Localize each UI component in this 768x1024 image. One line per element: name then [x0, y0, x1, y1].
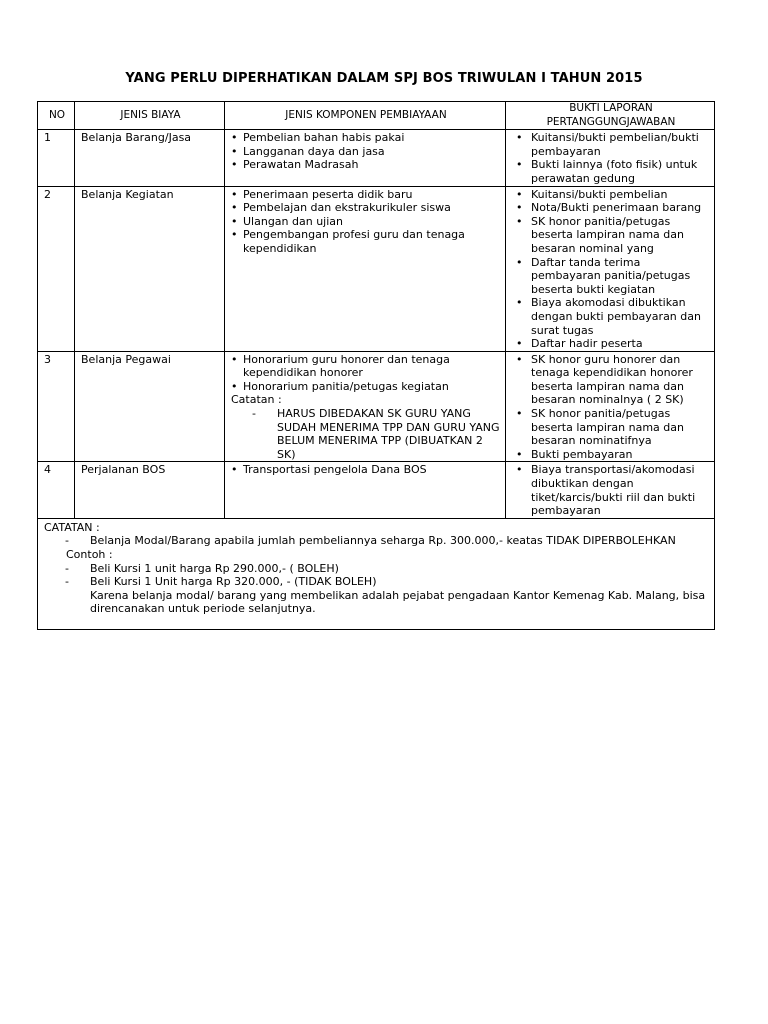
- header-bukti-line1: BUKTI LAPORAN: [569, 102, 653, 114]
- list-item: • Honorarium panitia/petugas kegiatan: [231, 379, 449, 393]
- row-komponen: [225, 351, 506, 462]
- list-item: • Pembelian bahan habis pakai: [231, 131, 405, 145]
- row-bukti: [506, 351, 715, 462]
- dash-marker: -: [252, 407, 256, 421]
- list-item: • Honorarium guru honorer dan tenaga kependidikan honorer: [231, 352, 450, 380]
- dash-marker: -: [65, 534, 69, 548]
- list-item: • Kuitansi/bukti pembelian/bukti pembayaran: [516, 131, 699, 158]
- dash-marker: -: [65, 561, 69, 575]
- list-item: • SK honor panitia/petugas beserta lampiran nama dan besaran nominatifnya: [516, 407, 684, 448]
- list-item: • Pengembangan profesi guru dan tenaga kependidikan: [231, 228, 465, 255]
- list-item: • Perawatan Madrasah: [231, 158, 359, 172]
- bullet-icon: •: [516, 214, 523, 228]
- row-komponen: [225, 130, 506, 186]
- row-jenis: Perjalanan BOS: [75, 462, 225, 518]
- header-no: NO: [38, 102, 75, 130]
- header-komponen: JENIS KOMPONEN PEMBIAYAAN: [225, 102, 506, 130]
- notes-example-1: Beli Kursi 1 unit harga Rp 290.000,- ( BOLEH): [90, 561, 339, 575]
- list-item: • SK honor panitia/petugas beserta lampiran nama dan besaran nominal yang: [516, 214, 684, 255]
- header-jenis-biaya: JENIS BIAYA: [75, 102, 225, 130]
- bullet-icon: •: [516, 131, 523, 145]
- row-jenis: Belanja Kegiatan: [75, 186, 225, 351]
- table-row: [38, 351, 715, 462]
- list-item: • Langganan daya dan jasa: [231, 144, 385, 158]
- row-komponen: [225, 186, 506, 351]
- bullet-icon: •: [231, 187, 238, 201]
- list-item: • Ulangan dan ujian: [231, 214, 343, 228]
- notes-closing: Karena belanja modal/ barang yang membelikan adalah pejabat pengadaan Kantor Kemenag Kab. Malang, bisa direncanakan untuk periode selanjutnya.: [90, 588, 706, 616]
- bullet-icon: •: [516, 447, 523, 461]
- bullet-icon: •: [231, 131, 238, 145]
- catatan-item: [231, 407, 501, 461]
- notes-item: [44, 534, 708, 548]
- table-header-row: [38, 102, 715, 130]
- table-row: [38, 186, 715, 351]
- bullet-icon: •: [516, 158, 523, 172]
- list-item: • SK honor guru honorer dan tenaga kependidikan honorer beserta lampiran nama dan besaran nominalnya ( 2 SK): [516, 352, 693, 407]
- bullet-icon: •: [516, 463, 523, 477]
- bullet-icon: •: [231, 379, 238, 393]
- row-jenis: Belanja Barang/Jasa: [75, 130, 225, 186]
- header-bukti-line2: PERTANGGUNGJAWABAN: [546, 115, 676, 128]
- list-item: • Biaya transportasi/akomodasi dibuktikan dengan tiket/karcis/bukti riil dan bukti pembayaran: [516, 463, 696, 518]
- list-item: • Biaya akomodasi dibuktikan dengan bukti pembayaran dan surat tugas: [516, 296, 701, 337]
- list-item: • Nota/Bukti penerimaan barang: [516, 201, 702, 215]
- notes-label: CATATAN :: [44, 520, 100, 534]
- list-item: • Daftar tanda terima pembayaran panitia/petugas beserta bukti kegiatan: [516, 255, 691, 296]
- list-item: • Penerimaan peserta didik baru: [231, 187, 413, 201]
- list-item: • Daftar hadir peserta: [516, 337, 643, 351]
- bullet-icon: •: [231, 463, 238, 477]
- list-item: • Transportasi pengelola Dana BOS: [231, 463, 427, 477]
- bullet-icon: •: [231, 214, 238, 228]
- catatan-label: Catatan :: [231, 393, 282, 407]
- dash-marker: -: [65, 575, 69, 589]
- list-item: • Pembelajan dan ekstrakurikuler siswa: [231, 201, 451, 215]
- row-komponen: [225, 462, 506, 518]
- notes-contoh: Contoh :: [66, 548, 113, 561]
- row-jenis: Belanja Pegawai: [75, 351, 225, 462]
- list-item: • Kuitansi/bukti pembelian: [516, 187, 668, 201]
- catatan-text: HARUS DIBEDAKAN SK GURU YANG SUDAH MENERIMA TPP DAN GURU YANG BELUM MENERIMA TPP (DIBUATKAN 2 SK): [277, 407, 500, 461]
- table-row: [38, 130, 715, 186]
- notes-example-2: Beli Kursi 1 Unit harga Rp 320.000, - (TIDAK BOLEH): [90, 575, 377, 589]
- notes-cell: [38, 518, 715, 629]
- bullet-icon: •: [516, 337, 523, 351]
- list-item: • Bukti lainnya (foto fisik) untuk perawatan gedung: [516, 158, 698, 185]
- list-item: • Bukti pembayaran: [516, 447, 633, 461]
- notes-example: [44, 562, 708, 576]
- bullet-icon: •: [516, 407, 523, 421]
- bullet-icon: •: [231, 158, 238, 172]
- table-row: [38, 462, 715, 518]
- bullet-icon: •: [231, 144, 238, 158]
- row-no: 4: [38, 462, 75, 518]
- header-bukti: [506, 102, 715, 130]
- row-bukti: [506, 130, 715, 186]
- spj-table: [37, 101, 715, 630]
- bullet-icon: •: [516, 352, 523, 366]
- notes-example: [44, 575, 708, 589]
- bullet-icon: •: [516, 255, 523, 269]
- row-bukti: [506, 186, 715, 351]
- notes-row: [38, 518, 715, 629]
- page-title: YANG PERLU DIPERHATIKAN DALAM SPJ BOS TRIWULAN I TAHUN 2015: [125, 71, 643, 86]
- bullet-icon: •: [516, 187, 523, 201]
- bullet-icon: •: [516, 296, 523, 310]
- row-no: 3: [38, 351, 75, 462]
- bullet-icon: •: [231, 201, 238, 215]
- row-no: 1: [38, 130, 75, 186]
- bullet-icon: •: [231, 352, 238, 366]
- bullet-icon: •: [231, 228, 238, 242]
- notes-line1: Belanja Modal/Barang apabila jumlah pembeliannya seharga Rp. 300.000,- keatas TIDAK DIPERBOLEHKAN: [90, 534, 676, 548]
- row-no: 2: [38, 186, 75, 351]
- row-bukti: [506, 462, 715, 518]
- bullet-icon: •: [516, 201, 523, 215]
